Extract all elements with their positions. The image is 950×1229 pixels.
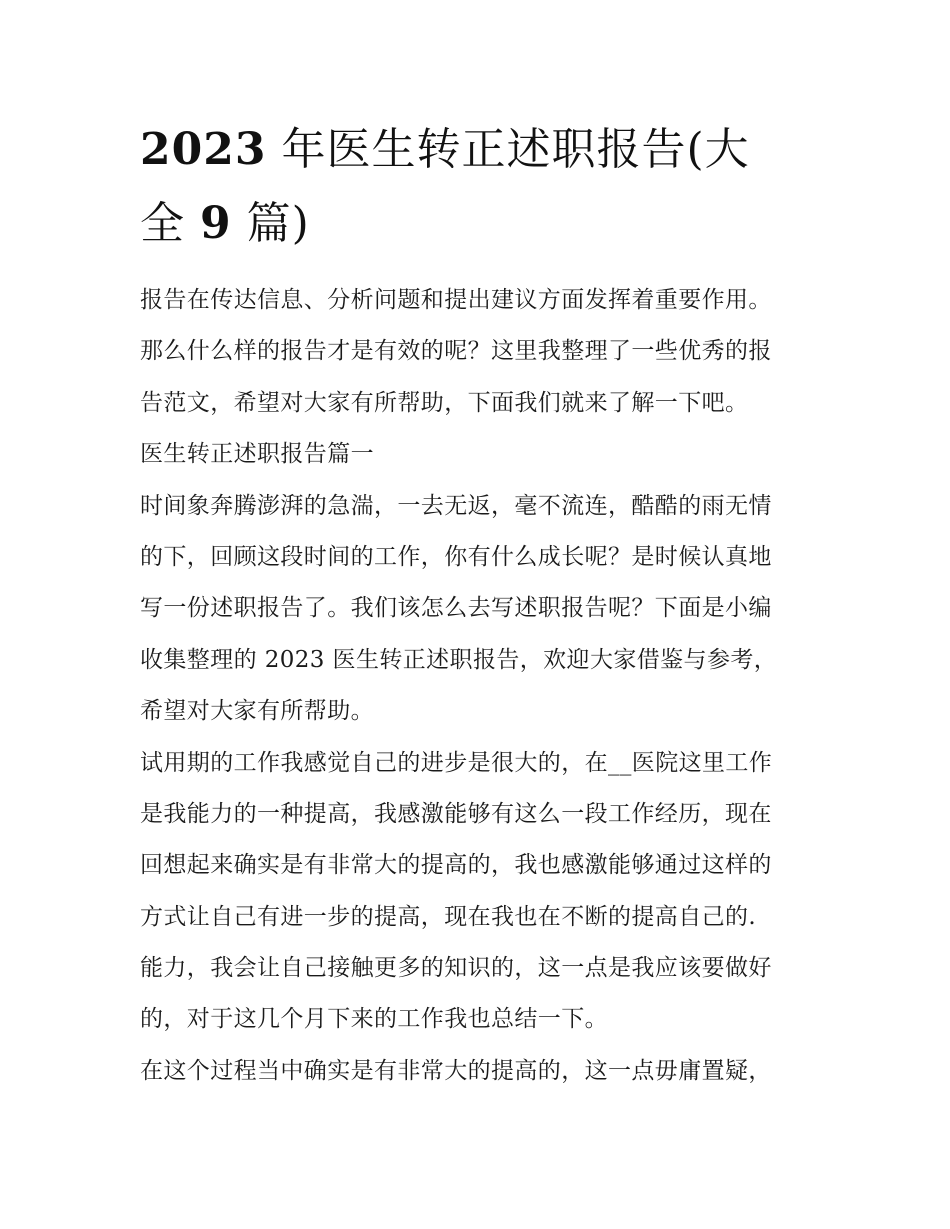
text-line: 在这个过程当中确实是有非常大的提高的，这一点毋庸置疑， (140, 1057, 772, 1084)
text-line: 告范文，希望对大家有所帮助，下面我们就来了解一下吧。 (140, 389, 749, 416)
text-line: 的下，回顾这段时间的工作，你有什么成长呢？是时候认真地 (140, 543, 772, 570)
text-line: 是我能力的一种提高，我感激能够有这么一段工作经历，现在 (140, 800, 772, 827)
text-line: 试用期的工作我感觉自己的进步是很大的，在__医院这里工作 (140, 749, 773, 776)
document-body (140, 280, 830, 1102)
document-title (140, 113, 750, 261)
text-line: 希望对大家有所帮助。 (140, 698, 374, 725)
text-line: 写一份述职报告了。我们该怎么去写述职报告呢？下面是小编 (140, 595, 772, 622)
text-line: 方式让自己有进一步的提高，现在我也在不断的提高自己的. (140, 903, 757, 930)
text-line: 那么什么样的报告才是有效的呢？这里我整理了一些优秀的报 (140, 338, 772, 365)
text-line: 回想起来确实是有非常大的提高的，我也感激能够通过这样的 (140, 852, 772, 879)
text-line: 报告在传达信息、分析问题和提出建议方面发挥着重要作用。 (140, 287, 772, 313)
text-line: 能力，我会让自己接触更多的知识的，这一点是我应该要做好 (140, 955, 772, 982)
text-line: 收集整理的 2023 医生转正述职报告，欢迎大家借鉴与参考， (140, 646, 778, 673)
text-line: 的，对于这几个月下来的工作我也总结一下。 (140, 1006, 608, 1033)
title-year: 2023 (140, 124, 267, 175)
section-heading: 医生转正述职报告篇一 (140, 441, 374, 468)
title-text-2: 全 (140, 198, 200, 249)
title-text-1: 年医生转正述职报告(大 (266, 124, 750, 175)
title-text-3: 篇) (231, 198, 310, 249)
text-line: 时间象奔腾澎湃的急湍，一去无返，毫不流连，酷酷的雨无情 (140, 492, 772, 519)
title-count: 9 (200, 198, 232, 249)
